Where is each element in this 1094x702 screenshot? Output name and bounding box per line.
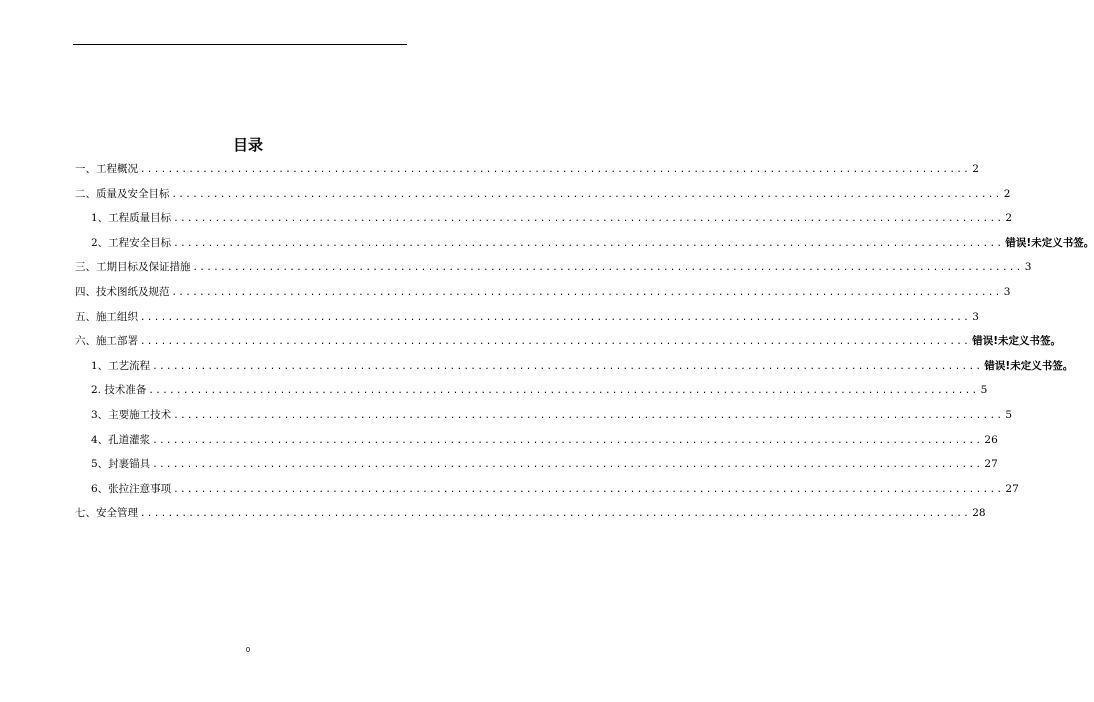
toc-entry-page: 3 xyxy=(1003,286,1011,298)
toc-entry[interactable] xyxy=(75,334,1062,348)
toc-leader-dots: ........................................................................................................................ xyxy=(140,165,971,175)
toc-entry-label: 七、安全管理 xyxy=(75,507,138,519)
toc-entry-error: 错误!未定义书签。 xyxy=(984,360,1074,372)
toc-title: 目录 xyxy=(232,136,263,154)
toc-entry-page: 5 xyxy=(1005,409,1013,421)
toc-entry[interactable] xyxy=(91,211,1013,225)
toc-entry-label: 四、技术图纸及规范 xyxy=(75,286,170,298)
toc-entry-label: 3、主要施工技术 xyxy=(91,409,172,421)
toc-entry[interactable] xyxy=(75,310,979,324)
toc-entry-label: 1、工艺流程 xyxy=(91,360,151,372)
toc-entry[interactable] xyxy=(91,383,988,397)
toc-leader-dots: ........................................................................................................................ xyxy=(140,509,971,519)
toc-entry[interactable] xyxy=(75,162,979,176)
toc-entry[interactable] xyxy=(91,236,1094,250)
toc-entry-label: 4、孔道灌浆 xyxy=(91,434,151,446)
toc-entry-label: 2、工程安全目标 xyxy=(91,237,172,249)
toc-entry[interactable] xyxy=(91,408,1013,422)
toc-entry-label: 一、工程概况 xyxy=(75,163,138,175)
toc-entry[interactable] xyxy=(75,285,1011,299)
toc-entry-label: 6、张拉注意事项 xyxy=(91,483,172,495)
toc-entry[interactable] xyxy=(75,506,986,520)
toc-entry-label: 2. 技术准备 xyxy=(91,384,147,396)
toc-leader-dots: ........................................................................................................................ xyxy=(152,436,983,446)
toc-entry-label: 三、工期目标及保证措施 xyxy=(75,261,191,273)
toc-leader-dots: ........................................................................................................................ xyxy=(152,362,983,372)
toc-entry-page: 27 xyxy=(1005,483,1019,495)
toc-entry-page: 28 xyxy=(972,507,986,519)
toc-leader-dots: ........................................................................................................................ xyxy=(173,485,1004,495)
page-number: 0 xyxy=(245,646,251,654)
toc-entry[interactable] xyxy=(91,482,1019,496)
toc-leader-dots: ........................................................................................................................ xyxy=(140,313,971,323)
toc-leader-dots: ........................................................................................................................ xyxy=(140,337,971,347)
toc-entry-page: 26 xyxy=(984,434,998,446)
toc-entry-error: 错误!未定义书签。 xyxy=(972,335,1062,347)
toc-entry-label: 1、工程质量目标 xyxy=(91,212,172,224)
toc-leader-dots: ........................................................................................................................ xyxy=(171,190,1002,200)
toc-entry[interactable] xyxy=(91,359,1074,373)
toc-leader-dots: ........................................................................................................................ xyxy=(152,460,983,470)
toc-entry-label: 二、质量及安全目标 xyxy=(75,188,170,200)
toc-leader-dots: ........................................................................................................................ xyxy=(148,386,979,396)
toc-leader-dots: ........................................................................................................................ xyxy=(173,214,1004,224)
toc-entry-page: 3 xyxy=(1024,261,1032,273)
toc-entry-page: 3 xyxy=(972,311,979,323)
toc-entry[interactable] xyxy=(75,260,1032,274)
toc-leader-dots: ........................................................................................................................ xyxy=(171,288,1002,298)
toc-entry[interactable] xyxy=(75,187,1011,201)
toc-entry-error: 错误!未定义书签。 xyxy=(1005,237,1094,249)
toc-leader-dots: ........................................................................................................................ xyxy=(192,263,1023,273)
toc-entry-page: 5 xyxy=(980,384,988,396)
toc-entry-label: 5、封裹锚具 xyxy=(91,458,151,470)
toc-entry-label: 六、施工部署 xyxy=(75,335,138,347)
toc-entry-page: 2 xyxy=(1005,212,1013,224)
toc-entry-page: 2 xyxy=(972,163,979,175)
toc-leader-dots: ........................................................................................................................ xyxy=(173,239,1004,249)
toc-entry-label: 五、施工组织 xyxy=(75,311,138,323)
toc-entry[interactable] xyxy=(91,457,998,471)
toc-entry[interactable] xyxy=(91,433,998,447)
toc-entry-page: 2 xyxy=(1003,188,1011,200)
toc-entry-page: 27 xyxy=(984,458,998,470)
toc-leader-dots: ........................................................................................................................ xyxy=(173,411,1004,421)
